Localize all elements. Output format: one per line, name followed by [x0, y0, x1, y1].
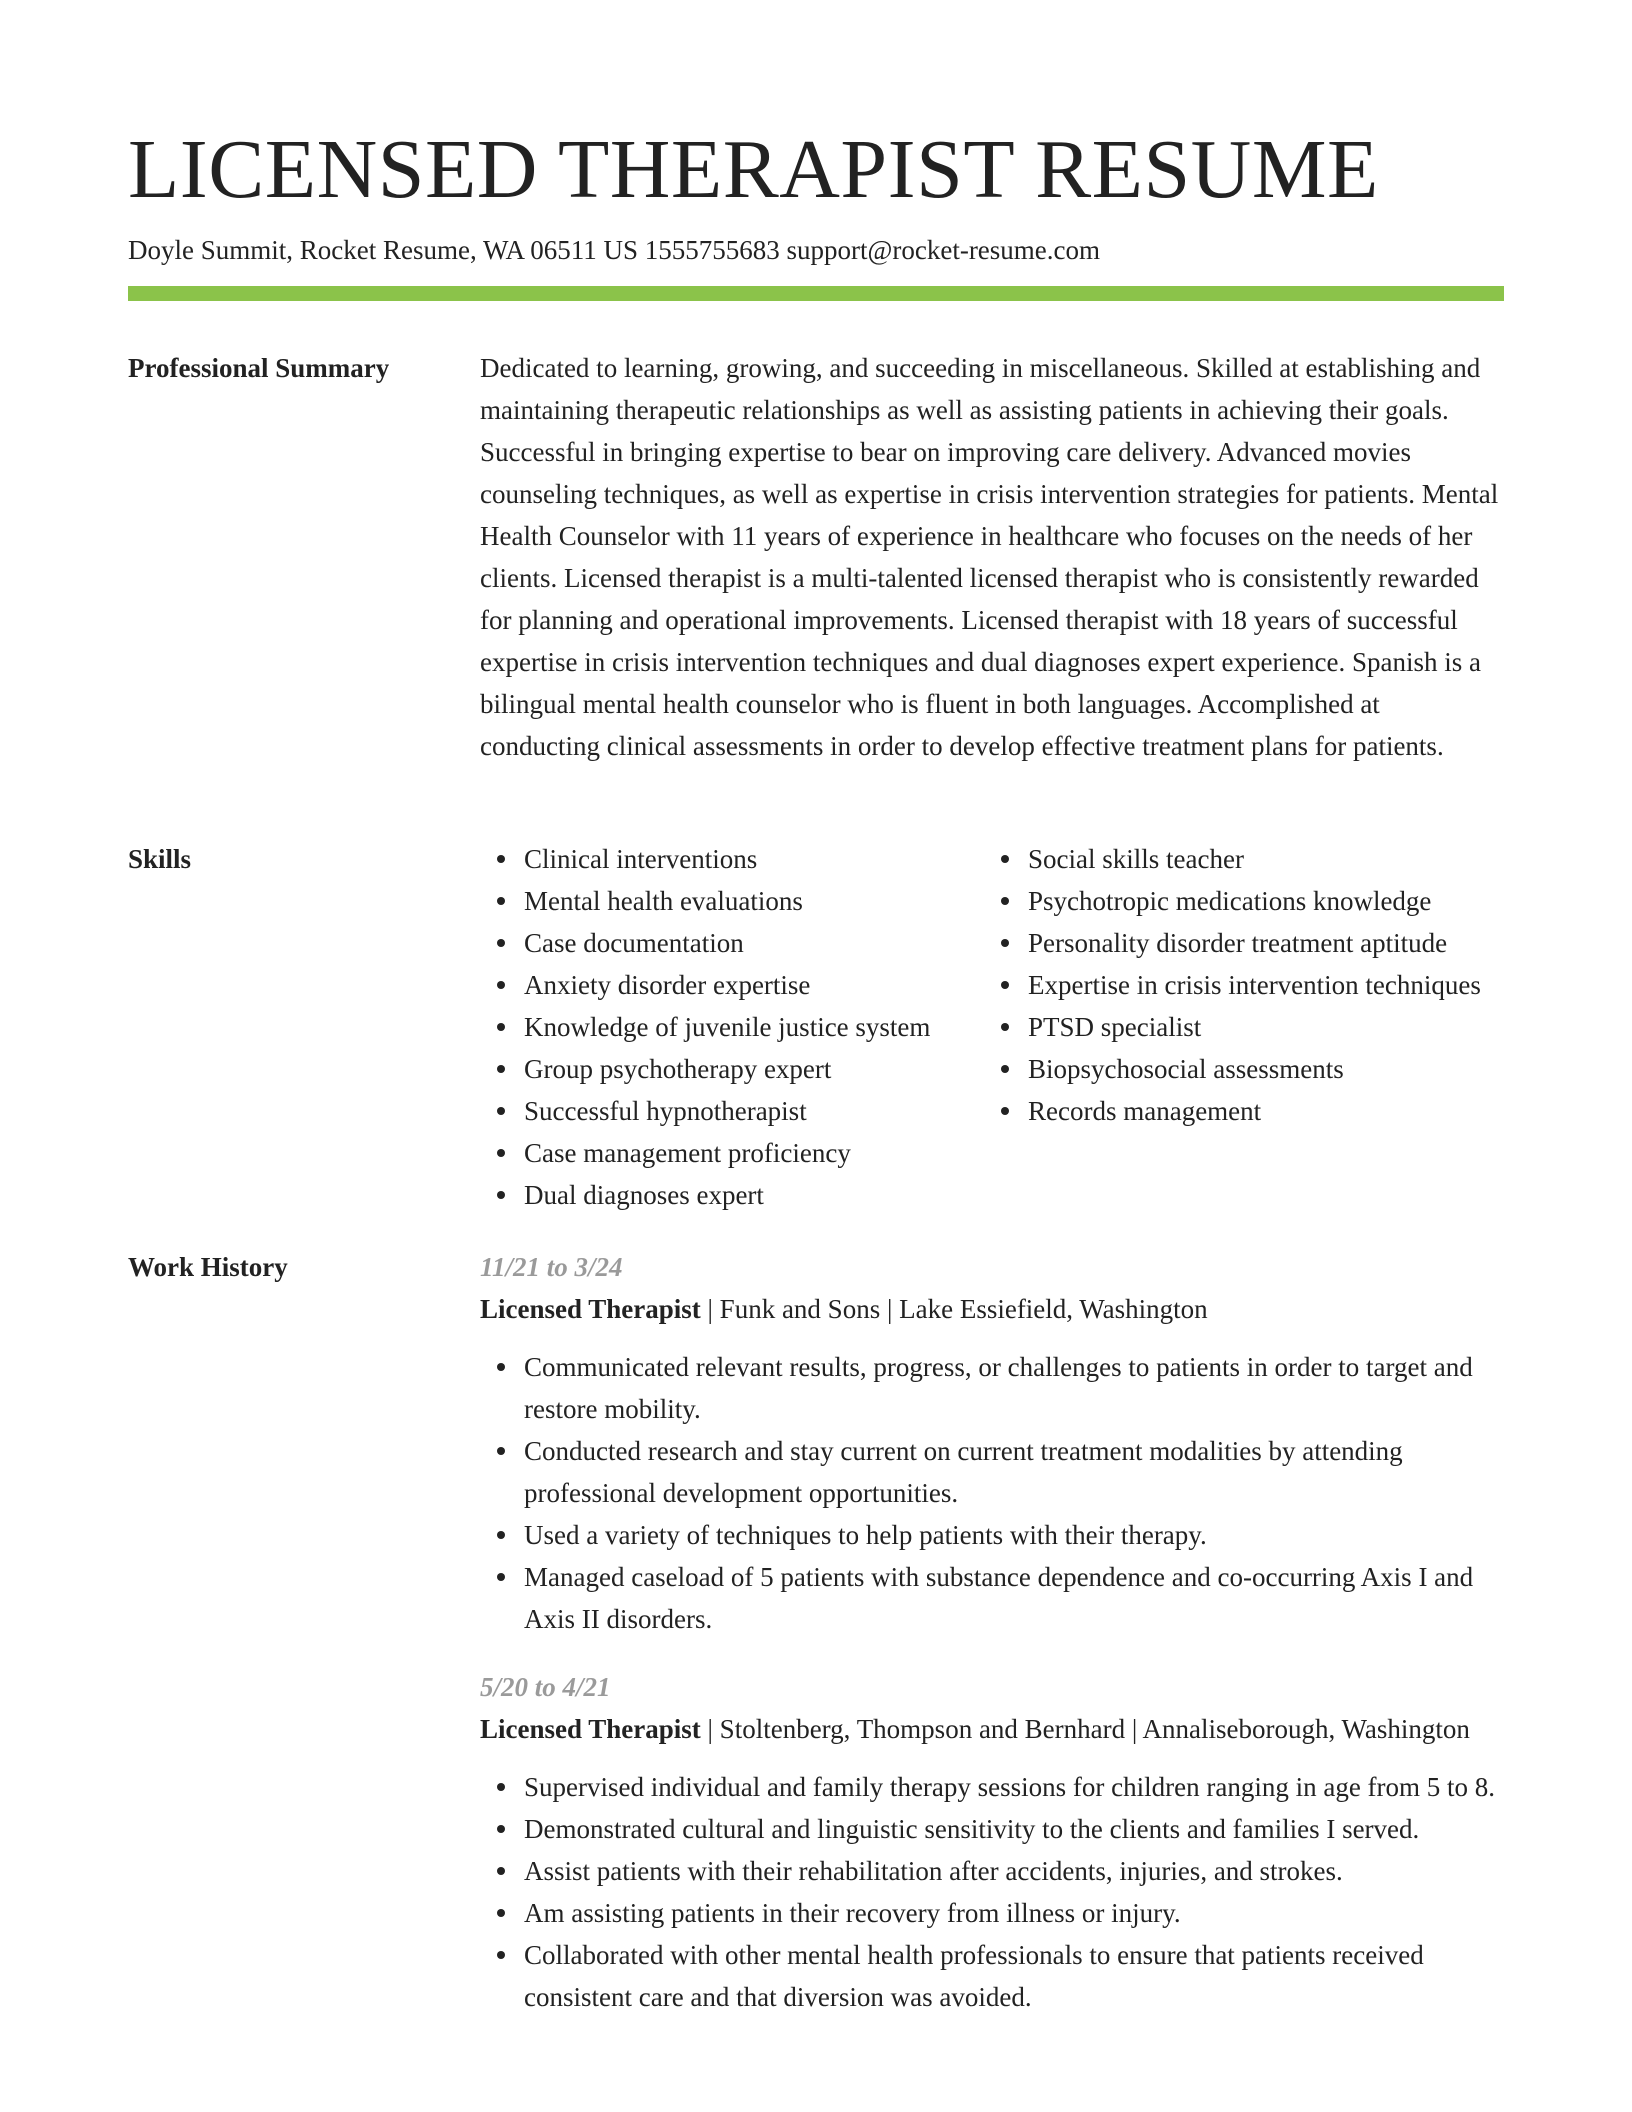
job-bullet: Managed caseload of 5 patients with substance dependence and co-occurring Axis I and Axis II disorders. [524, 1556, 1504, 1640]
skill-item: Psychotropic medications knowledge [1028, 880, 1504, 922]
job-bullet: Used a variety of techniques to help patients with their therapy. [524, 1514, 1504, 1556]
skill-item: Group psychotherapy expert [524, 1048, 984, 1090]
skills-columns [480, 838, 1504, 1216]
summary-heading: Professional Summary [128, 353, 390, 383]
job-entry [480, 1246, 1504, 1640]
job-bullet: Demonstrated cultural and linguistic sensitivity to the clients and families I served. [524, 1808, 1504, 1850]
job-dates: 5/20 to 4/21 [480, 1672, 611, 1702]
page-title: LICENSED THERAPIST RESUME [128, 123, 1379, 216]
contact-email: support@rocket-resume.com [786, 235, 1101, 265]
job-title: Licensed Therapist [480, 1714, 701, 1744]
job-bullet: Collaborated with other mental health professionals to ensure that patients received consistent care and that diversion was avoided. [524, 1934, 1504, 2018]
skill-item: Expertise in crisis intervention techniques [1028, 964, 1504, 1006]
skill-item: Successful hypnotherapist [524, 1090, 984, 1132]
contact-phone: 1555755683 [644, 235, 780, 265]
job-details: | Stoltenberg, Thompson and Bernhard | Annaliseborough, Washington [700, 1714, 1470, 1744]
job-entry [480, 1666, 1504, 2018]
summary-text: Dedicated to learning, growing, and succeeding in miscellaneous. Skilled at establishing and maintaining therapeutic relationships as well as assisting patients in achieving their goals. Successful in bringing expertise to bear on improving care delivery. Advanced movies counseling techniques, as well as expertise in crisis intervention strategies for patients. Mental Health Counselor with 11 years of experience in healthcare who focuses on the needs of her clients. Licensed therapist is a multi-talented licensed therapist who is consistently rewarded for planning and operational improvements. Licensed therapist with 18 years of successful expertise in crisis intervention techniques and dual diagnoses expert experience. Spanish is a bilingual mental health counselor who is fluent in both languages. Accomplished at conducting clinical assessments in order to develop effective treatment plans for patients. [480, 353, 1499, 761]
skills-body [480, 838, 1504, 1216]
summary-body [480, 347, 1504, 767]
job-bullet: Am assisting patients in their recovery from illness or injury. [524, 1892, 1504, 1934]
skill-item: Case documentation [524, 922, 984, 964]
skill-item: Social skills teacher [1028, 838, 1504, 880]
skill-item: Records management [1028, 1090, 1504, 1132]
work-history-body [480, 1246, 1504, 2018]
skill-item: Dual diagnoses expert [524, 1174, 984, 1216]
accent-divider [128, 286, 1504, 301]
job-title-line [480, 1288, 1504, 1330]
skills-list-left [480, 838, 984, 1216]
skill-item: PTSD specialist [1028, 1006, 1504, 1048]
skill-item: Clinical interventions [524, 838, 984, 880]
contact-line [128, 232, 1100, 268]
job-bullets [480, 1346, 1504, 1640]
contact-address: Doyle Summit, Rocket Resume, WA 06511 US [128, 235, 638, 265]
skill-item: Mental health evaluations [524, 880, 984, 922]
job-bullet: Communicated relevant results, progress, or challenges to patients in order to target and restore mobility. [524, 1346, 1504, 1430]
job-details: | Funk and Sons | Lake Essiefield, Washington [700, 1294, 1208, 1324]
skills-list-right [984, 838, 1504, 1216]
skill-item: Anxiety disorder expertise [524, 964, 984, 1006]
skill-item: Case management proficiency [524, 1132, 984, 1174]
skills-heading: Skills [128, 844, 192, 874]
skill-item: Personality disorder treatment aptitude [1028, 922, 1504, 964]
work-history-heading: Work History [128, 1252, 288, 1282]
job-bullet: Conducted research and stay current on current treatment modalities by attending professional development opportunities. [524, 1430, 1504, 1514]
job-title-line [480, 1708, 1504, 1750]
job-title: Licensed Therapist [480, 1294, 701, 1324]
job-bullets [480, 1766, 1504, 2018]
job-dates: 11/21 to 3/24 [480, 1252, 623, 1282]
job-bullet: Assist patients with their rehabilitation after accidents, injuries, and strokes. [524, 1850, 1504, 1892]
job-bullet: Supervised individual and family therapy sessions for children ranging in age from 5 to 8. [524, 1766, 1504, 1808]
skill-item: Knowledge of juvenile justice system [524, 1006, 984, 1048]
skill-item: Biopsychosocial assessments [1028, 1048, 1504, 1090]
